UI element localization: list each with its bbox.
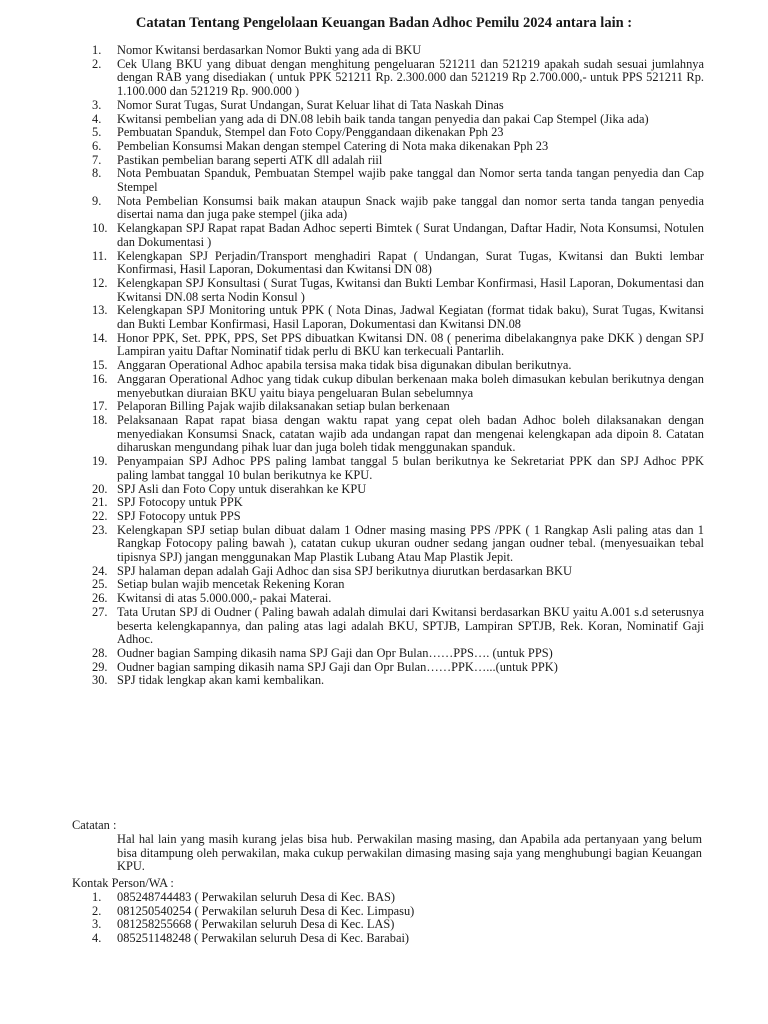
list-item — [72, 277, 704, 304]
list-item-number: 1. — [92, 43, 102, 57]
list-item — [72, 524, 704, 565]
document-title: Catatan Tentang Pengelolaan Keuangan Badan Adhoc Pemilu 2024 antara lain : — [135, 15, 633, 31]
list-item-text: Kelengkapan SPJ Perjadin/Transport menghadiri Rapat ( Undangan, Surat Tugas, Kwitansi dan Bukti lembar Konfirmasi, Hasil Laporan, Dokumentasi dan Kwitansi DN 08) — [117, 248, 704, 277]
list-item-number: 12. — [92, 275, 108, 290]
catatan-text: Hal hal lain yang masih kurang jelas bisa hub. Perwakilan masing masing, dan Apabila ada pertanyaan yang belum bisa ditampung oleh perwakilan, maka cukup perwakilan dimasing masing saja yang menghubungi bagian Keuangan KPU. — [117, 832, 702, 874]
contact-item — [72, 891, 572, 905]
list-item-number: 4. — [92, 111, 102, 126]
list-item-text: Setiap bulan wajib mencetak Rekening Koran — [117, 577, 345, 592]
list-item-number: 9. — [92, 193, 102, 208]
list-item-number: 29. — [92, 659, 108, 674]
list-item-text: Anggaran Operational Adhoc yang tidak cukup dibulan berkenaan maka boleh dimasukan kebulan berikutnya dengan menyebutkan diuraian BKU yaitu biaya pengeluaran Bulan sebelumnya — [117, 371, 704, 400]
list-item-number: 26. — [92, 591, 108, 606]
list-item — [72, 483, 704, 497]
list-item-text: Kelengkapan SPJ Konsultasi ( Surat Tugas, Kwitansi dan Bukti Lembar Konfirmasi, Hasil Laporan, Dokumentasi dan Kwitansi DN.08 serta Nodin Konsul ) — [117, 275, 704, 304]
list-item-number: 16. — [92, 371, 108, 386]
list-item — [72, 113, 704, 127]
list-item-text: Penyampaian SPJ Adhoc PPS paling lambat tanggal 5 bulan berikutnya ke Sekretariat PPK dan SPJ Adhoc PPK paling lambat tanggal 10 bulan berikutnya ke KPU. — [117, 454, 704, 482]
contact-item-number: 3. — [92, 917, 102, 932]
list-item-number: 25. — [92, 577, 108, 592]
list-item-number: 28. — [92, 645, 108, 660]
list-item — [72, 592, 704, 606]
list-item-number: 14. — [92, 330, 108, 345]
list-item-number: 13. — [92, 303, 108, 318]
notes-list — [72, 44, 704, 688]
list-item-number: 10. — [92, 221, 108, 236]
list-item-number: 11. — [92, 248, 108, 263]
list-item — [72, 359, 704, 373]
list-item — [72, 126, 704, 140]
list-item-text: Pembelian Konsumsi Makan dengan stempel Catering di Nota maka dikenakan Pph 23 — [117, 138, 549, 153]
contact-list — [72, 891, 572, 946]
contact-item-number: 1. — [92, 890, 102, 904]
list-item-number: 19. — [92, 454, 108, 469]
kontak-label: Kontak Person/WA : — [72, 876, 174, 890]
list-item — [72, 578, 704, 592]
list-item — [72, 304, 704, 331]
list-item — [72, 140, 704, 154]
list-item — [72, 250, 704, 277]
list-item-text: Kelangkapan SPJ Rapat rapat Badan Adhoc seperti Bimtek ( Surat Undangan, Daftar Hadir, Nota Konsumsi, Notulen dan Dokumentasi ) — [117, 221, 704, 249]
list-item-text: Pelaksanaan Rapat rapat biasa dengan waktu rapat yang cepat oleh badan Adhoc boleh dilaksanakan dengan menyediakan Konsumsi Snack, catatan wajib ada undangan rapat dan mengenai kelengkapan ada dipoin 8. Catatan diharuskan mengundang pihak luar dan juga boleh tidak menggunakan spanduk. — [117, 412, 704, 455]
list-item-text: Pastikan pembelian barang seperti ATK dll adalah riil — [117, 152, 383, 167]
list-item — [72, 332, 704, 359]
list-item-number: 8. — [92, 166, 102, 181]
list-item-number: 2. — [92, 56, 102, 71]
contact-item-text: 081258255668 ( Perwakilan seluruh Desa di Kec. LAS) — [117, 917, 395, 932]
list-item-number: 3. — [92, 97, 102, 112]
list-item-text: Kwitansi di atas 5.000.000,- pakai Materai. — [117, 591, 332, 606]
list-item-text: Nota Pembelian Konsumsi baik makan ataupun Snack wajib pake tanggal dan nomor serta tanda tangan penyedia disertai nama dan juga pake stempel (jika ada) — [117, 193, 704, 222]
list-item — [72, 606, 704, 647]
list-item-text: SPJ Asli dan Foto Copy untuk diserahkan ke KPU — [117, 481, 367, 496]
list-item-text: Oudner bagian samping dikasih nama SPJ Gaji dan Opr Bulan……PPK…...(untuk PPK) — [117, 659, 558, 674]
list-item-text: SPJ Fotocopy untuk PPS — [117, 508, 241, 523]
list-item-number: 20. — [92, 481, 108, 496]
contact-item-text: 085248744483 ( Perwakilan seluruh Desa di Kec. BAS) — [117, 890, 396, 904]
list-item-text: SPJ Fotocopy untuk PPK — [117, 495, 243, 510]
list-item — [72, 222, 704, 249]
list-item — [72, 195, 704, 222]
list-item — [72, 510, 704, 524]
list-item — [72, 647, 704, 661]
contact-item-number: 2. — [92, 903, 102, 918]
list-item — [72, 674, 704, 688]
list-item-text: Pembuatan Spanduk, Stempel dan Foto Copy/Penggandaan dikenakan Pph 23 — [117, 125, 504, 140]
list-item — [72, 455, 704, 482]
contact-item — [72, 932, 572, 946]
list-item-text: Oudner bagian Samping dikasih nama SPJ Gaji dan Opr Bulan……PPS…. (untuk PPS) — [117, 645, 553, 660]
list-item — [72, 99, 704, 113]
list-item — [72, 414, 704, 455]
list-item-text: Nomor Surat Tugas, Surat Undangan, Surat Keluar lihat di Tata Naskah Dinas — [117, 97, 504, 112]
list-item — [72, 661, 704, 675]
list-item-number: 22. — [92, 508, 108, 523]
list-item-number: 24. — [92, 563, 108, 578]
list-item — [72, 167, 704, 194]
list-item-number: 23. — [92, 522, 108, 537]
list-item — [72, 58, 704, 99]
contact-item — [72, 918, 572, 932]
list-item-number: 5. — [92, 125, 102, 140]
list-item-number: 30. — [92, 673, 108, 688]
list-item-text: Cek Ulang BKU yang dibuat dengan menghitung pengeluaran 521211 dan 521219 apakah sudah sesuai jumlahnya dengan RAB yang disediakan ( untuk PPK 521211 Rp. 2.300.000 dan 521219 Rp 2.700.000,- untuk PPS 521211 Rp. 1.100.000 dan 521219 Rp. 900.000 ) — [117, 56, 704, 99]
list-item-number: 15. — [92, 358, 108, 373]
list-item — [72, 565, 704, 579]
list-item-number: 17. — [92, 399, 108, 414]
catatan-label: Catatan : — [72, 818, 117, 832]
list-item-number: 21. — [92, 495, 108, 510]
list-item-text: Nota Pembuatan Spanduk, Pembuatan Stempel wajib pake tanggal dan Nomor serta tanda tangan penyedia dan Cap Stempel — [117, 166, 704, 195]
list-item-number: 7. — [92, 152, 102, 167]
list-item — [72, 154, 704, 168]
list-item-text: Honor PPK, Set. PPK, PPS, Set PPS dibuatkan Kwitansi DN. 08 ( penerima dibelakangnya pake DKK ) dengan SPJ Lampiran yaitu Daftar Nominatif tidak perlu di BKU kan terkecuali Pantarlih. — [117, 330, 704, 359]
contact-item-number: 4. — [92, 931, 102, 946]
list-item-number: 27. — [92, 604, 108, 619]
list-item — [72, 44, 704, 58]
list-item-number: 18. — [92, 412, 108, 427]
list-item — [72, 496, 704, 510]
list-item-text: SPJ tidak lengkap akan kami kembalikan. — [117, 673, 325, 688]
list-item-text: Kelengkapan SPJ setiap bulan dibuat dalam 1 Odner masing masing PPS /PPK ( 1 Rangkap Asli paling atas dan 1 Rangkap Fotocopy paling bawah ), catatan cukup ukuran oudner sedang jangan oudner tebal. (menyesuaikan tebal tipisnya SPJ) jangan menggunakan Map Plastik Lubang Atau Map Plastik Jepit. — [117, 522, 704, 565]
list-item-text: Tata Urutan SPJ di Oudner ( Paling bawah adalah dimulai dari Kwitansi berdasarkan BKU yaitu A.001 s.d seterusnya beserta kelengkapannya, dan paling atas lagi adalah BKU, SPTJB, Lampiran SPTJB, Rek. Koran, Nominatif Gaji Adhoc. — [117, 604, 704, 647]
list-item-text: Kwitansi pembelian yang ada di DN.08 lebih baik tanda tangan penyedia dan pakai Cap Stempel (Jika ada) — [117, 111, 649, 126]
list-item-text: Nomor Kwitansi berdasarkan Nomor Bukti yang ada di BKU — [117, 43, 422, 57]
list-item — [72, 373, 704, 400]
list-item-text: Anggaran Operational Adhoc apabila tersisa maka tidak bisa digunakan dibulan berikutnya. — [117, 358, 572, 373]
list-item-text: SPJ halaman depan adalah Gaji Adhoc dan sisa SPJ berikutnya diurutkan berdasarkan BKU — [117, 563, 572, 578]
contact-item-text: 081250540254 ( Perwakilan seluruh Desa di Kec. Limpasu) — [117, 903, 415, 918]
contact-item-text: 085251148248 ( Perwakilan seluruh Desa di Kec. Barabai) — [117, 931, 410, 946]
list-item-text: Pelaporan Billing Pajak wajib dilaksanakan setiap bulan berkenaan — [117, 399, 450, 414]
list-item-text: Kelengkapan SPJ Monitoring untuk PPK ( Nota Dinas, Jadwal Kegiatan (format tidak baku), Surat Tugas, Kwitansi dan Bukti Lembar Konfirmasi, Hasil Laporan, Dokumentasi dan Kwitansi DN.08 — [117, 303, 704, 332]
list-item — [72, 400, 704, 414]
contact-item — [72, 905, 572, 919]
list-item-number: 6. — [92, 138, 102, 153]
